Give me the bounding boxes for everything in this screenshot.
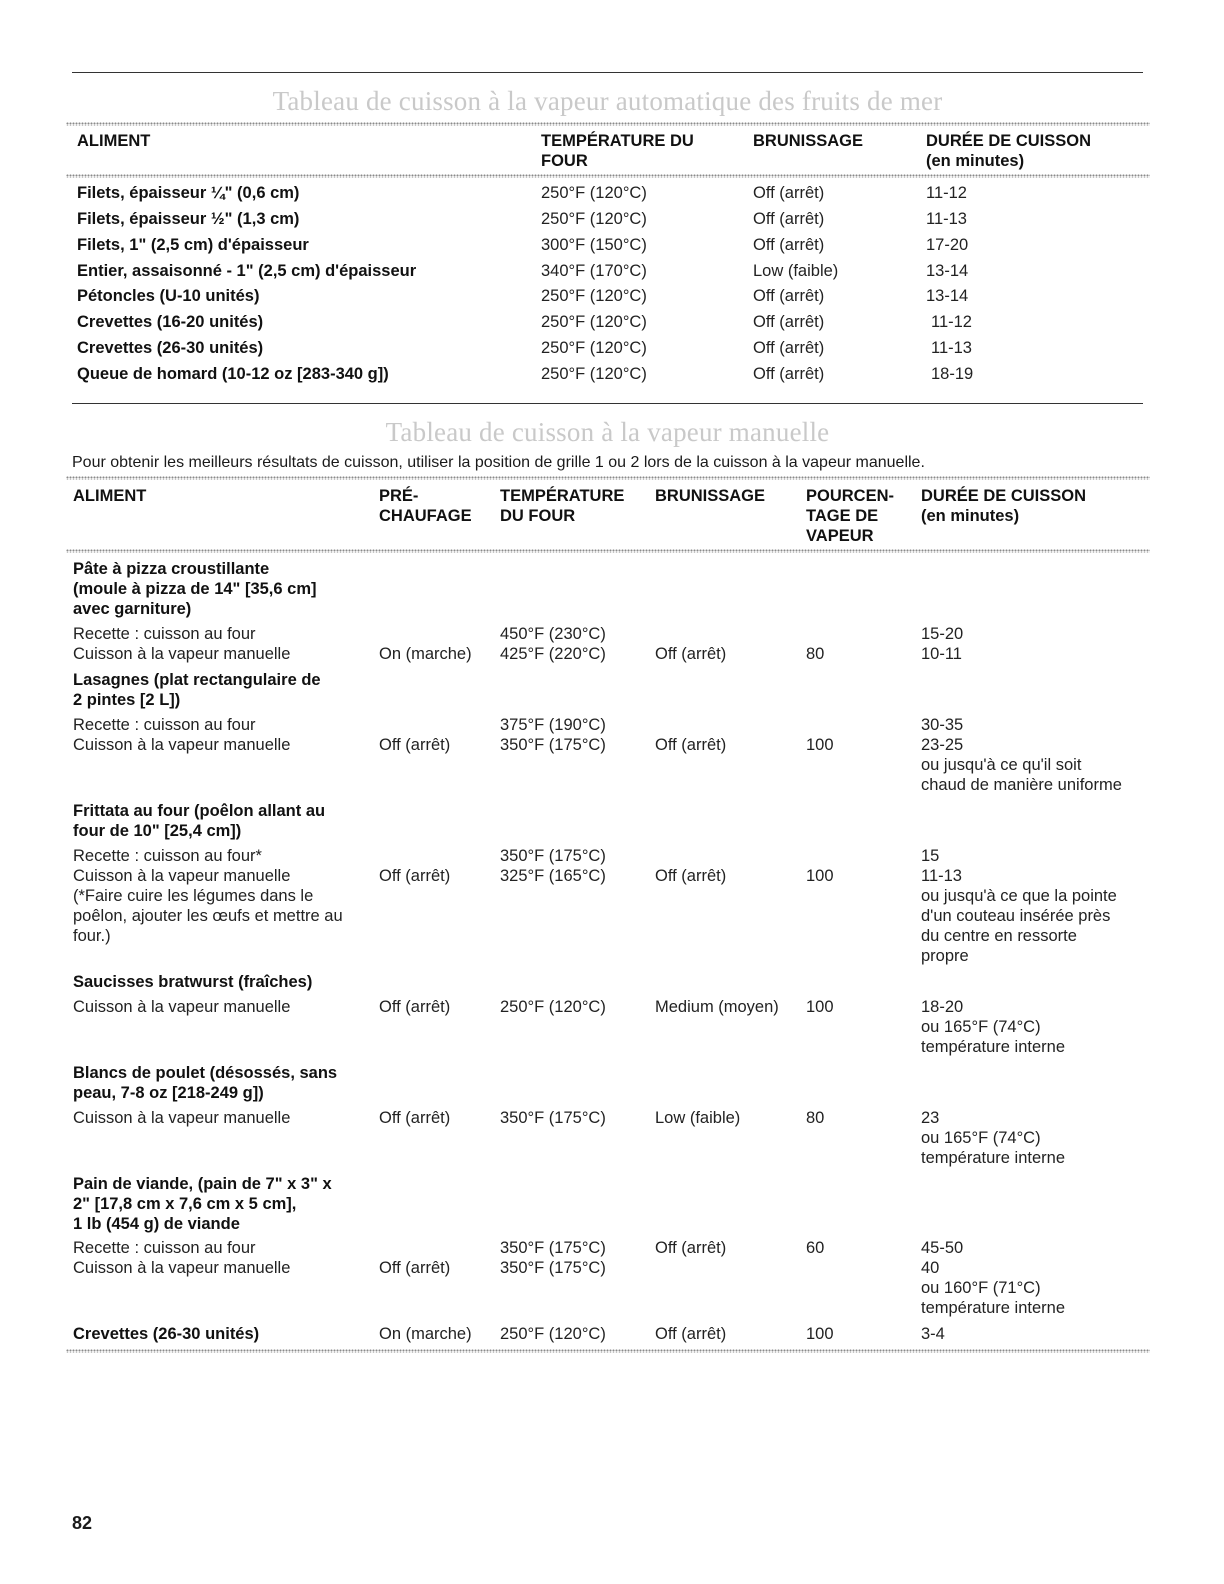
seafood-temp: 340°F (170°C) [541, 262, 647, 280]
pizza-r2-time: 10-11 [921, 645, 962, 663]
meatloaf-title-line3: 1 lb (454 g) de viande [73, 1215, 240, 1233]
seafood-brown: Off (arrêt) [753, 184, 825, 202]
manual-intro-text: Pour obtenir les meilleurs résultats de cuisson, utiliser la position de grille 1 ou 2 lors de la cuisson à la vapeur manuelle. [72, 454, 925, 471]
bratwurst-r1-temp: 250°F (120°C) [500, 998, 606, 1016]
frittata-r2-brown: Off (arrêt) [655, 867, 727, 885]
lasagna-r1-temp: 375°F (190°C) [500, 716, 606, 734]
top-rule [72, 72, 1143, 73]
seafood-time: 13-14 [926, 262, 969, 280]
shrimp-r1-steam: 100 [806, 1325, 834, 1343]
seafood-brown: Off (arrêt) [753, 339, 825, 357]
manual-header-food: ALIMENT [73, 487, 147, 505]
frittata-food-line2: (*Faire cuire les légumes dans le [73, 887, 314, 905]
meatloaf-r2-food: Cuisson à la vapeur manuelle [73, 1259, 291, 1277]
shrimp-r1-preheat: On (marche) [379, 1325, 472, 1343]
manual-header-steam [806, 486, 894, 546]
chicken-time-line3: température interne [921, 1149, 1065, 1167]
shrimp-r1-brown: Off (arrêt) [655, 1325, 727, 1343]
meatloaf-time-line3: température interne [921, 1299, 1065, 1317]
lasagna-r1-time: 30-35 [921, 716, 964, 734]
seafood-food: Pétoncles (U-10 unités) [77, 287, 260, 305]
seafood-brown: Off (arrêt) [753, 313, 825, 331]
frittata-time-line2: ou jusqu'à ce que la pointe [921, 887, 1117, 905]
manual-header-steam-line2: TAGE DE [806, 507, 879, 525]
chicken-r1-time [921, 1108, 1065, 1168]
frittata-food-line4: four.) [73, 927, 111, 945]
pizza-r1-food: Recette : cuisson au four [73, 625, 256, 643]
lasagna-r1-food: Recette : cuisson au four [73, 716, 256, 734]
seafood-time: 13-14 [926, 287, 969, 305]
frittata-r1-temp: 350°F (175°C) [500, 847, 606, 865]
seafood-food: Crevettes (16-20 unités) [77, 313, 264, 331]
seafood-food: Filets, épaisseur ¼" (0,6 cm) [77, 184, 300, 202]
shrimp-r1-temp: 250°F (120°C) [500, 1325, 606, 1343]
bratwurst-r1-brown: Medium (moyen) [655, 998, 779, 1016]
seafood-header-time [926, 131, 1091, 171]
seafood-temp: 250°F (120°C) [541, 339, 647, 357]
lasagna-r2-temp: 350°F (175°C) [500, 736, 606, 754]
frittata-r2-temp: 325°F (165°C) [500, 867, 606, 885]
seafood-header-food: ALIMENT [77, 132, 151, 150]
shrimp-r1-food: Crevettes (26-30 unités) [73, 1325, 260, 1343]
seafood-brown: Off (arrêt) [753, 365, 825, 383]
seafood-header-time-line2: (en minutes) [926, 152, 1025, 170]
seafood-header-temp-line2: FOUR [541, 152, 588, 170]
meatloaf-r1-food: Recette : cuisson au four [73, 1239, 256, 1257]
manual-header-preheat-line2: CHAUFAGE [379, 507, 472, 525]
seafood-brown: Off (arrêt) [753, 287, 825, 305]
seafood-brown: Off (arrêt) [753, 210, 825, 228]
bratwurst-time-line1: 18-20 [921, 998, 964, 1016]
seafood-header-temp-line1: TEMPÉRATURE DU [541, 132, 694, 150]
meatloaf-r1-temp: 350°F (175°C) [500, 1239, 606, 1257]
pizza-title-line3: avec garniture) [73, 600, 192, 618]
frittata-r2-time [921, 866, 1117, 966]
manual-header-divider [66, 476, 1150, 480]
frittata-r1-time: 15 [921, 847, 940, 865]
lasagna-r2-steam: 100 [806, 736, 834, 754]
pizza-r2-steam: 80 [806, 645, 825, 663]
bratwurst-time-line2: ou 165°F (74°C) [921, 1018, 1041, 1036]
bratwurst-time-line3: température interne [921, 1038, 1065, 1056]
seafood-food: Filets, 1" (2,5 cm) d'épaisseur [77, 236, 309, 254]
seafood-header-divider [66, 122, 1150, 126]
frittata-food-line1: Cuisson à la vapeur manuelle [73, 867, 291, 885]
frittata-r2-steam: 100 [806, 867, 834, 885]
chicken-r1-temp: 350°F (175°C) [500, 1109, 606, 1127]
seafood-food: Filets, épaisseur ½" (1,3 cm) [77, 210, 300, 228]
frittata-time-line4: du centre en ressorte [921, 927, 1077, 945]
meatloaf-r1-time: 45-50 [921, 1239, 964, 1257]
pizza-r2-temp: 425°F (220°C) [500, 645, 606, 663]
seafood-temp: 300°F (150°C) [541, 236, 647, 254]
seafood-body-divider [66, 174, 1150, 178]
pizza-title [73, 559, 317, 619]
lasagna-title-line1: Lasagnes (plat rectangulaire de [73, 671, 321, 689]
manual-header-steam-line1: POURCEN- [806, 487, 895, 505]
manual-header-brown: BRUNISSAGE [655, 487, 766, 505]
lasagna-r2-time [921, 735, 1122, 795]
frittata-time-line3: d'un couteau insérée près [921, 907, 1111, 925]
lasagna-r2-brown: Off (arrêt) [655, 736, 727, 754]
pizza-r2-preheat: On (marche) [379, 645, 472, 663]
manual-body-divider [66, 549, 1150, 553]
chicken-time-line1: 23 [921, 1109, 940, 1127]
seafood-temp: 250°F (120°C) [541, 210, 647, 228]
seafood-header-brown: BRUNISSAGE [753, 132, 864, 150]
manual-header-time-line2: (en minutes) [921, 507, 1020, 525]
meatloaf-r1-steam: 60 [806, 1239, 825, 1257]
manual-bottom-divider [66, 1349, 1150, 1353]
meatloaf-r2-temp: 350°F (175°C) [500, 1259, 606, 1277]
manual-header-time [921, 486, 1086, 526]
meatloaf-r2-time [921, 1258, 1065, 1318]
frittata-r1-food: Recette : cuisson au four* [73, 847, 262, 865]
meatloaf-r1-brown: Off (arrêt) [655, 1239, 727, 1257]
manual-header-temp-line1: TEMPÉRATURE [500, 487, 625, 505]
frittata-title [73, 801, 325, 841]
chicken-title-line2: peau, 7-8 oz [218-249 g]) [73, 1084, 264, 1102]
seafood-food: Queue de homard (10-12 oz [283-340 g]) [77, 365, 389, 383]
pizza-r2-brown: Off (arrêt) [655, 645, 727, 663]
frittata-r2-preheat: Off (arrêt) [379, 867, 451, 885]
chicken-title [73, 1063, 337, 1103]
pizza-title-line2: (moule à pizza de 14" [35,6 cm] [73, 580, 317, 598]
meatloaf-r2-preheat: Off (arrêt) [379, 1259, 451, 1277]
chicken-r1-food: Cuisson à la vapeur manuelle [73, 1109, 291, 1127]
seafood-time: 11-13 [931, 339, 972, 357]
bratwurst-r1-time [921, 997, 1065, 1057]
manual-header-preheat [379, 486, 472, 526]
frittata-time-line5: propre [921, 947, 969, 965]
lasagna-time-line3: chaud de manière uniforme [921, 776, 1122, 794]
meatloaf-time-line2: ou 160°F (71°C) [921, 1279, 1041, 1297]
seafood-food: Entier, assaisonné - 1" (2,5 cm) d'épaisseur [77, 262, 417, 280]
seafood-time: 11-12 [931, 313, 972, 331]
pizza-r1-time: 15-20 [921, 625, 964, 643]
lasagna-title [73, 670, 321, 710]
chicken-r1-steam: 80 [806, 1109, 825, 1127]
page-number: 82 [72, 1513, 93, 1533]
meatloaf-title-line1: Pain de viande, (pain de 7" x 3" x [73, 1175, 332, 1193]
seafood-time: 18-19 [931, 365, 974, 383]
seafood-time: 11-12 [926, 184, 967, 202]
seafood-time: 11-13 [926, 210, 967, 228]
manual-table-title: Tableau de cuisson à la vapeur manuelle [385, 417, 830, 447]
chicken-r1-brown: Low (faible) [655, 1109, 741, 1127]
seafood-brown: Low (faible) [753, 262, 839, 280]
bratwurst-title: Saucisses bratwurst (fraîches) [73, 973, 313, 991]
meatloaf-title [73, 1174, 332, 1234]
seafood-time: 17-20 [926, 236, 969, 254]
meatloaf-title-line2: 2" [17,8 cm x 7,6 cm x 5 cm], [73, 1195, 297, 1213]
manual-header-time-line1: DURÉE DE CUISSON [921, 487, 1087, 505]
frittata-r2-food [73, 866, 343, 946]
seafood-temp: 250°F (120°C) [541, 365, 647, 383]
seafood-brown: Off (arrêt) [753, 236, 825, 254]
manual-header-preheat-line1: PRÉ- [379, 487, 419, 505]
lasagna-r2-preheat: Off (arrêt) [379, 736, 451, 754]
chicken-time-line2: ou 165°F (74°C) [921, 1129, 1041, 1147]
manual-header-temp-line2: DU FOUR [500, 507, 576, 525]
section-rule [72, 403, 1143, 404]
frittata-food-line3: poêlon, ajouter les œufs et mettre au [73, 907, 343, 925]
chicken-r1-preheat: Off (arrêt) [379, 1109, 451, 1127]
bratwurst-r1-preheat: Off (arrêt) [379, 998, 451, 1016]
seafood-temp: 250°F (120°C) [541, 313, 647, 331]
frittata-title-line2: four de 10" [25,4 cm]) [73, 822, 242, 840]
seafood-header-temp [541, 131, 694, 171]
pizza-title-line1: Pâte à pizza croustillante [73, 560, 270, 578]
frittata-time-line1: 11-13 [921, 867, 962, 885]
seafood-temp: 250°F (120°C) [541, 287, 647, 305]
shrimp-r1-time: 3-4 [921, 1325, 945, 1343]
seafood-header-time-line1: DURÉE DE CUISSON [926, 132, 1092, 150]
bratwurst-r1-steam: 100 [806, 998, 834, 1016]
pizza-r2-food: Cuisson à la vapeur manuelle [73, 645, 291, 663]
lasagna-time-line1: 23-25 [921, 736, 964, 754]
chicken-title-line1: Blancs de poulet (désossés, sans [73, 1064, 338, 1082]
seafood-temp: 250°F (120°C) [541, 184, 647, 202]
lasagna-time-line2: ou jusqu'à ce qu'il soit [921, 756, 1082, 774]
seafood-table-title: Tableau de cuisson à la vapeur automatique des fruits de mer [272, 86, 943, 116]
manual-header-temp [500, 486, 624, 526]
lasagna-r2-food: Cuisson à la vapeur manuelle [73, 736, 291, 754]
manual-header-steam-line3: VAPEUR [806, 527, 874, 545]
bratwurst-r1-food: Cuisson à la vapeur manuelle [73, 998, 291, 1016]
meatloaf-time-line1: 40 [921, 1259, 940, 1277]
seafood-food: Crevettes (26-30 unités) [77, 339, 264, 357]
frittata-title-line1: Frittata au four (poêlon allant au [73, 802, 326, 820]
lasagna-title-line2: 2 pintes [2 L]) [73, 691, 181, 709]
pizza-r1-temp: 450°F (230°C) [500, 625, 606, 643]
